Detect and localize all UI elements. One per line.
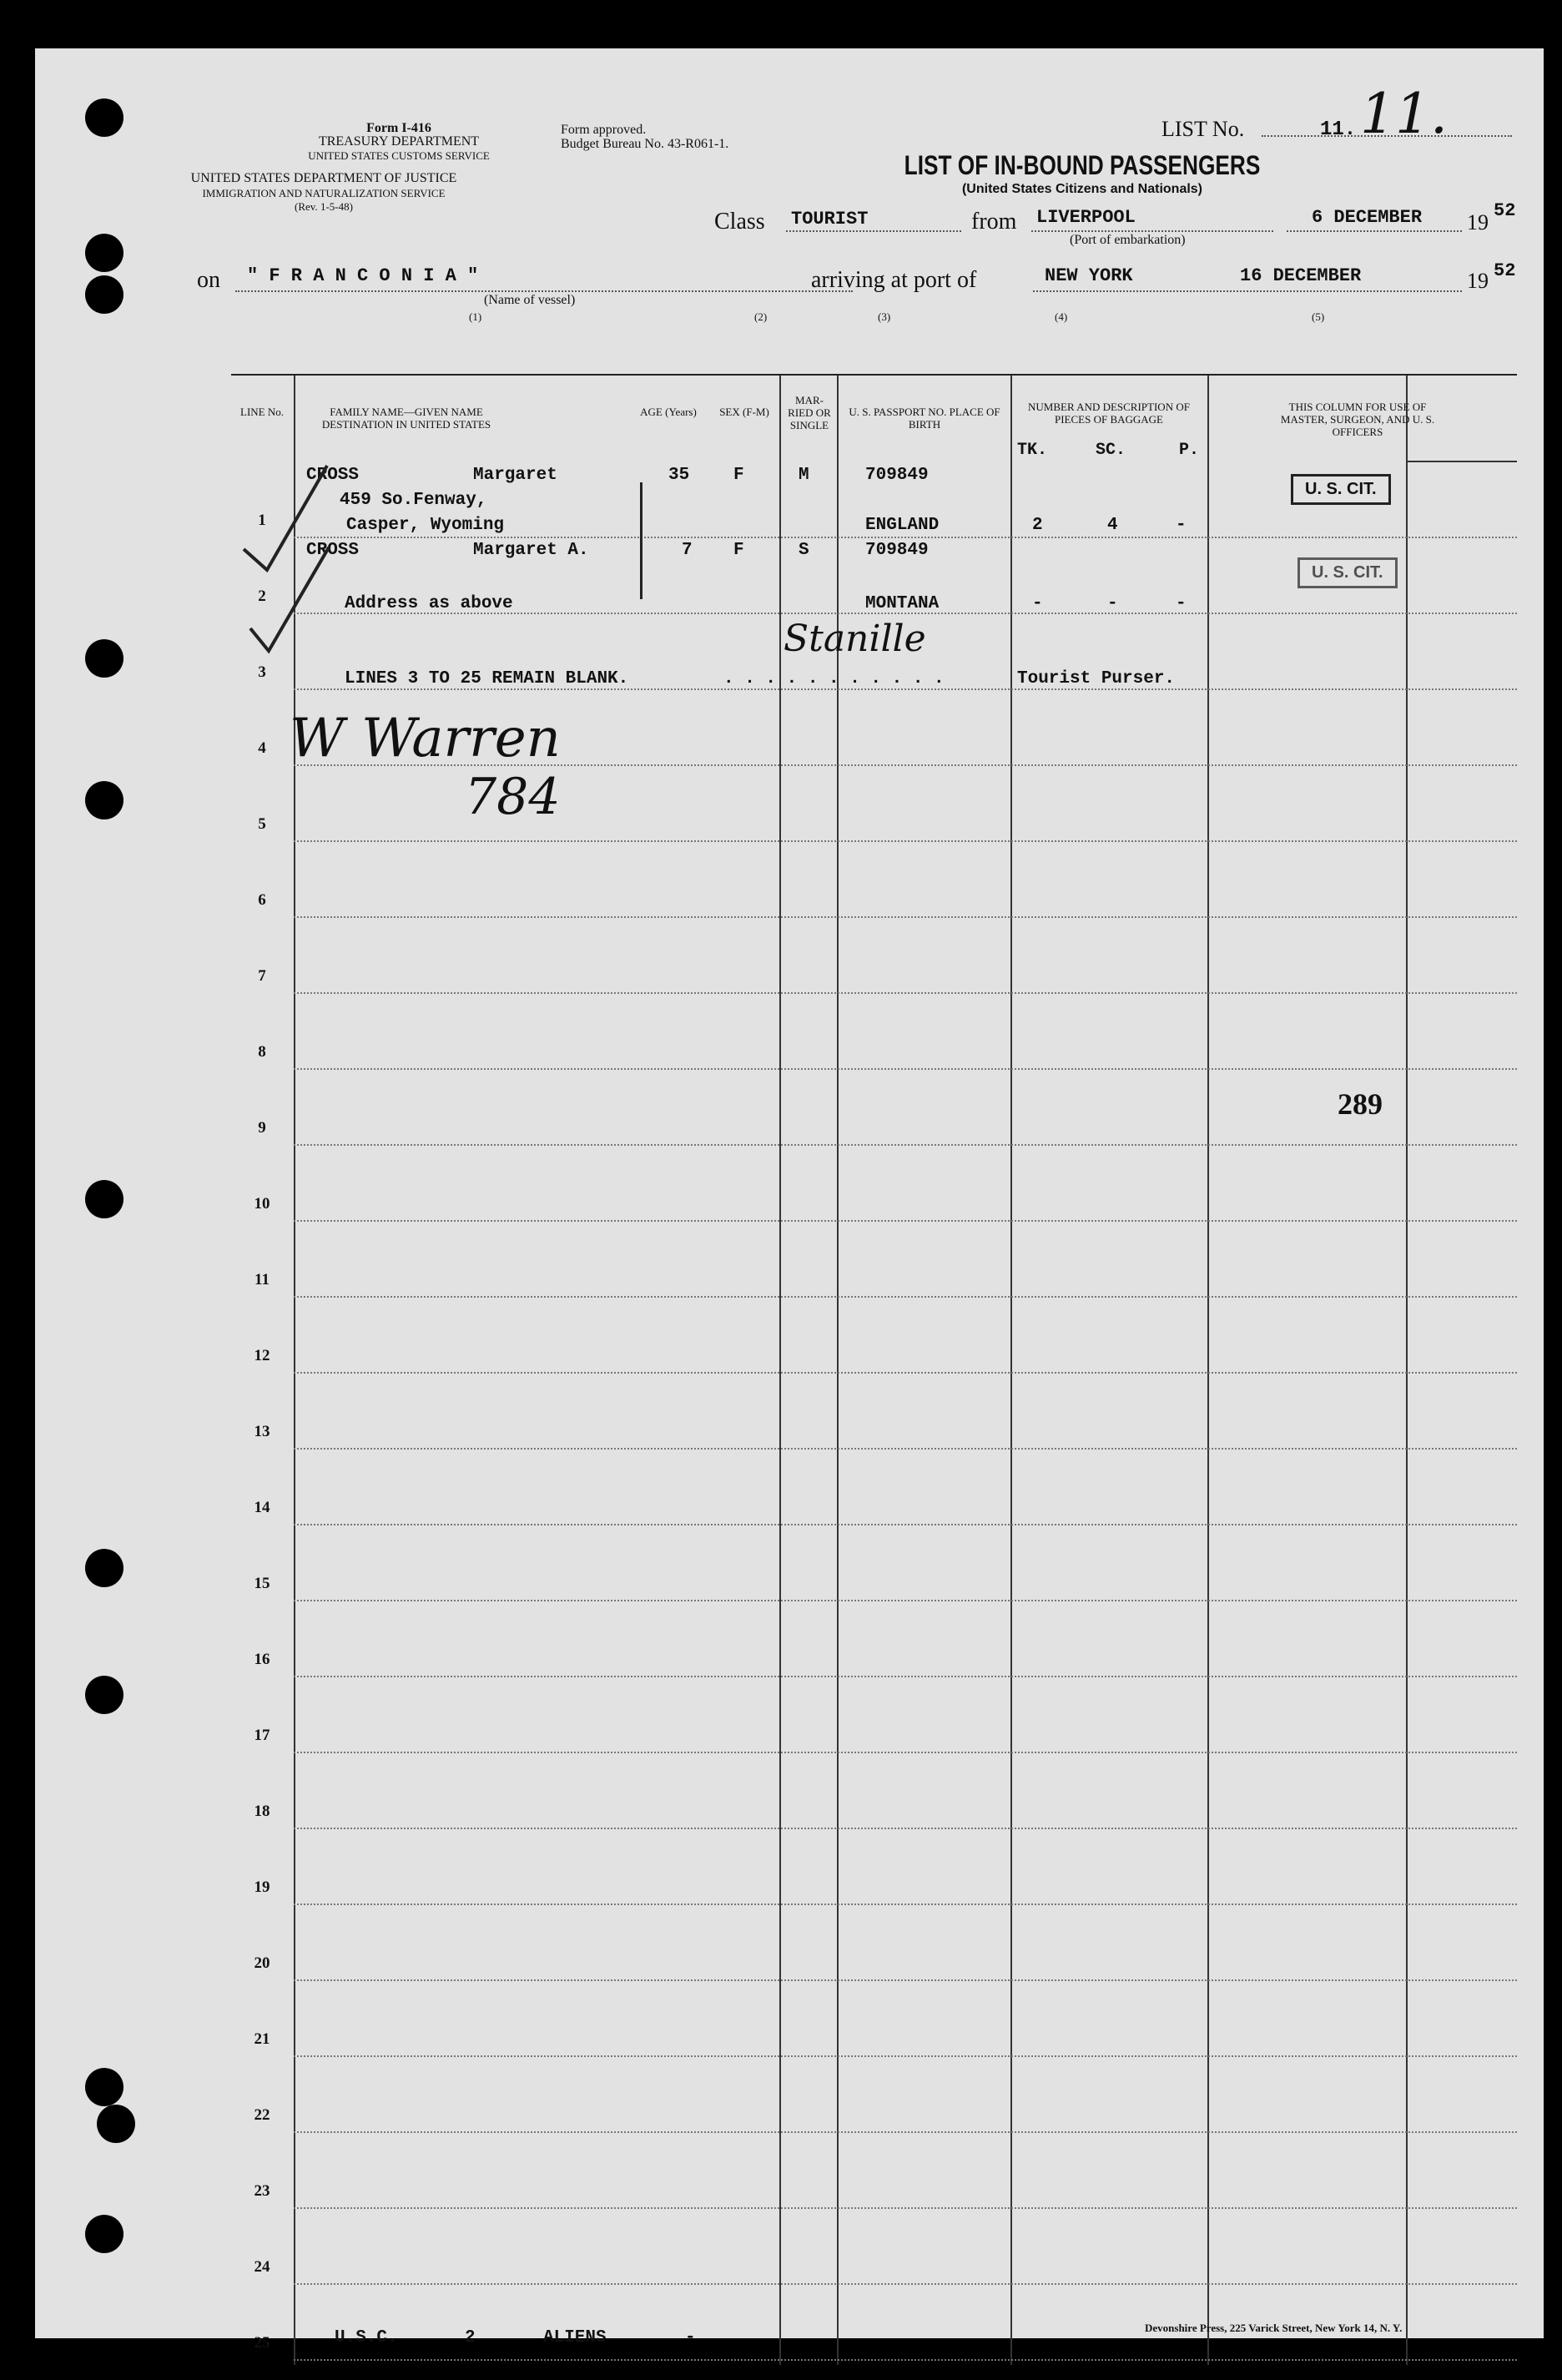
usc-label: U.S.C. [335,2328,398,2347]
row-line [294,1600,1517,1601]
line-number: 4 [258,739,266,757]
checkmark-icon [235,457,335,658]
row-line [294,1676,1517,1677]
inspector-number: 784 [465,768,561,826]
passenger-1-birth: ENGLAND [865,516,940,535]
passenger-1-p: - [1176,516,1187,535]
blank-lines-note: LINES 3 TO 25 REMAIN BLANK. [345,669,629,688]
baggage-sub-tk: TK. [1017,441,1048,460]
header-age: AGE (Years) [640,406,697,418]
binder-hole [85,1676,123,1714]
header-divider [1406,461,1517,462]
row-line [294,2283,1517,2285]
list-no-value: 11. [1320,118,1357,141]
passenger-1-given: Margaret [473,466,557,485]
col-number: (2) [754,310,768,323]
baggage-sub-p: P. [1179,441,1200,460]
passenger-2-age: 7 [682,541,693,560]
binder-hole [85,98,123,137]
line-number: 7 [258,967,266,985]
budget-bureau: Budget Bureau No. 43-R061-1. [561,137,729,151]
treasury-department: TREASURY DEPARTMENT [318,134,480,149]
depart-year: 52 [1494,200,1516,221]
revision: (Rev. 1-5-48) [295,200,353,213]
row-line [294,1068,1517,1070]
vessel-name: " F R A N C O N I A " [247,265,479,286]
line-number: 9 [258,1119,266,1137]
row-line [294,1448,1517,1450]
purser-signature: Stanille [784,618,926,660]
ins-service: IMMIGRATION AND NATURALIZATION SERVICE [202,187,446,199]
header-name: FAMILY NAME—GIVEN NAME DESTINATION IN UNITED STATES [321,406,491,431]
line-number: 12 [254,1347,270,1364]
passenger-2-tk: - [1032,594,1043,613]
customs-service: UNITED STATES CUSTOMS SERVICE [308,149,490,162]
binder-hole [85,2215,123,2253]
binder-hole [85,639,123,678]
passenger-1-passport: 709849 [865,466,929,485]
passenger-1-ms: M [799,466,809,485]
line-number: 17 [254,1727,270,1744]
class-label: Class [714,209,765,234]
inspector-signature: W Warren [290,708,561,769]
on-label: on [197,267,220,293]
from-label: from [971,209,1017,234]
binder-hole [85,2068,123,2106]
row-line [294,2207,1517,2209]
arrival-date: 16 DECEMBER [1240,265,1362,286]
passenger-2-p: - [1176,594,1187,613]
blank-lines-dots: . . . . . . . . . . . [723,669,945,688]
line-number: 5 [258,815,266,833]
col-number: (3) [878,310,891,323]
vessel-label: (Name of vessel) [484,293,576,307]
header-married: MAR- RIED OR SINGLE [788,394,831,431]
page-title: LIST OF IN-BOUND PASSENGERS [904,150,1261,180]
row-line [294,537,1517,538]
depart-year-prefix: 19 [1467,210,1489,234]
row-line [294,1296,1517,1298]
document-page [35,48,1544,2352]
col-divider [1406,376,1408,2365]
binder-hole [85,234,123,272]
row-line [294,1372,1517,1374]
row-line [294,2055,1517,2057]
page-subtitle: (United States Citizens and Nationals) [961,182,1203,196]
line-number: 6 [258,891,266,909]
arrival-port: NEW YORK [1045,265,1133,286]
form-approved: Form approved. [561,123,647,137]
line-number: 21 [254,2030,270,2048]
passenger-2-addr1: Address as above [345,594,513,613]
arrival-year: 52 [1494,260,1516,281]
line-number: 18 [254,1803,270,1820]
from-value: LIVERPOOL [1036,207,1136,228]
line-number: 11 [254,1271,270,1288]
row-line [294,688,1517,690]
line-number: 22 [254,2106,270,2124]
line-number: 19 [254,1878,270,1896]
line-number: 10 [254,1195,270,1213]
form-id: Form I-416 [366,121,431,135]
aliens-label: ALIENS [543,2328,607,2347]
line-number: 13 [254,1423,270,1440]
arriving-label: arriving at port of [811,267,977,293]
class-value: TOURIST [791,209,869,229]
row-line [294,1828,1517,1829]
purser-title: Tourist Purser. [1017,669,1176,688]
bracket-mark [640,482,642,599]
line-number: 1 [258,512,266,529]
passenger-1-age: 35 [668,466,690,485]
passenger-1-sex: F [733,466,744,485]
passenger-2-family: CROSS [306,541,360,560]
binder-hole [97,2105,135,2143]
row-line [294,1524,1517,1525]
col-number: (5) [1312,310,1325,323]
port-embarkation-label: (Port of embarkation) [1070,233,1186,247]
line-number: 25 [254,2334,270,2352]
line-number: 23 [254,2182,270,2200]
passenger-1-citizen-stamp: U. S. CIT. [1291,474,1391,505]
passenger-1-addr1: 459 So.Fenway, [340,491,487,510]
binder-hole [85,1180,123,1218]
line-number: 15 [254,1575,270,1592]
col-number: (1) [469,310,482,323]
passenger-1-addr2: Casper, Wyoming [346,516,505,535]
row-line [294,1979,1517,1981]
line-number: 8 [258,1043,266,1061]
row-line [294,840,1517,842]
arrival-year-prefix: 19 [1467,269,1489,293]
aliens-count: - [685,2328,696,2347]
printer-imprint: Devonshire Press, 225 Varick Street, New York 14, N. Y. [1145,2322,1403,2334]
row-line [294,916,1517,918]
header-officers: THIS COLUMN FOR USE OF MASTER, SURGEON, AND U. S. OFFICERS [1280,401,1435,438]
baggage-sub-sc: SC. [1096,441,1126,460]
col-number: (4) [1055,310,1068,323]
line-number: 3 [258,663,266,681]
passenger-1-tk: 2 [1032,516,1043,535]
row-line [294,1220,1517,1222]
row-line [294,2359,1517,2361]
list-no-handwritten: 11. [1360,82,1448,146]
col-divider [1207,376,1209,2365]
depart-date: 6 DECEMBER [1312,207,1423,228]
col-divider [294,376,295,2365]
line-number: 2 [258,587,266,605]
passenger-2-birth: MONTANA [865,594,940,613]
passenger-2-sex: F [733,541,744,560]
binder-hole [85,275,123,314]
list-no-label: LIST No. [1161,117,1245,141]
row-line [294,1144,1517,1146]
header-line-no: LINE No. [240,406,284,418]
header-sex: SEX (F-M) [719,406,769,418]
row-line [294,1903,1517,1905]
page-number: 289 [1338,1087,1383,1121]
arrival-dots [1033,290,1462,292]
passenger-1-sc: 4 [1107,516,1118,535]
line-number: 24 [254,2258,270,2276]
passenger-table [231,374,1517,2365]
passenger-2-passport: 709849 [865,541,929,560]
line-number: 20 [254,1954,270,1972]
passenger-2-given: Margaret A. [473,541,589,560]
passenger-2-sc: - [1107,594,1118,613]
passenger-2-ms: S [799,541,809,560]
col-divider [1010,376,1012,2365]
dept-of-justice: UNITED STATES DEPARTMENT OF JUSTICE [190,171,457,185]
line-number: 16 [254,1651,270,1668]
row-line [294,2131,1517,2133]
passenger-1-family: CROSS [306,466,360,485]
binder-hole [85,1549,123,1587]
header-passport: U. S. PASSPORT NO. PLACE OF BIRTH [849,406,1000,431]
passenger-2-citizen-stamp: U. S. CIT. [1297,557,1398,588]
depart-date-dots [1287,230,1462,232]
binder-hole [85,781,123,819]
line-number: 14 [254,1499,270,1516]
row-line [294,1752,1517,1753]
class-dots [786,230,961,232]
usc-count: 2 [465,2328,476,2347]
header-baggage: NUMBER AND DESCRIPTION OF PIECES OF BAGGAGE [1028,401,1190,426]
row-line [294,992,1517,994]
